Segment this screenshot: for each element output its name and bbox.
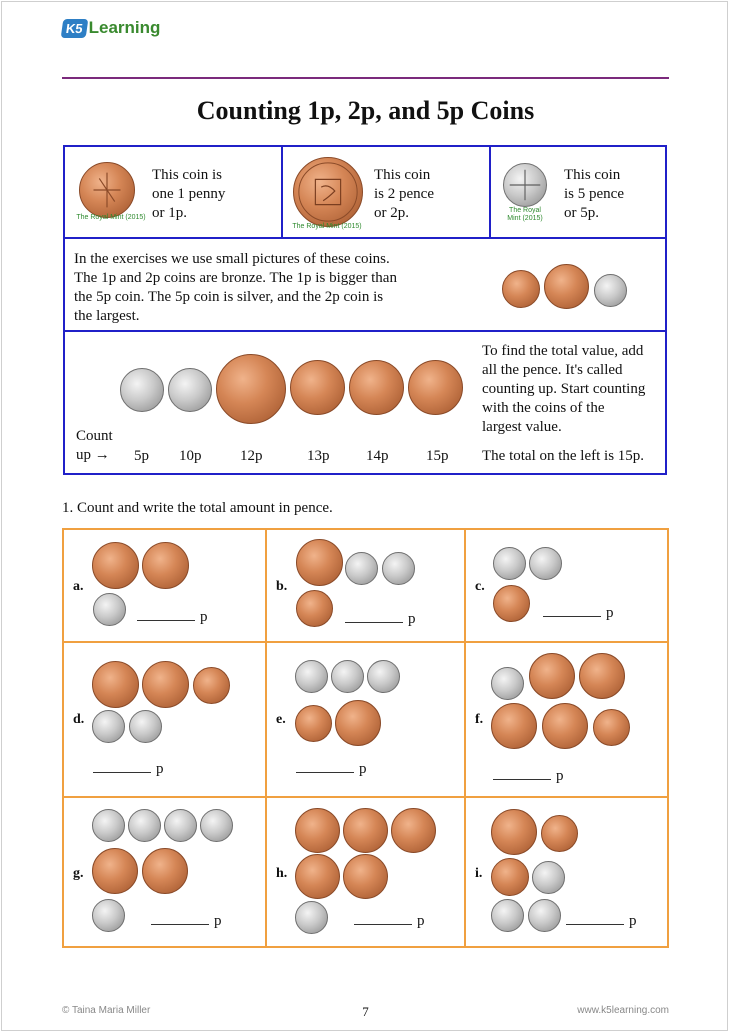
coin-2p-icon [293, 157, 363, 227]
small-2p-coin-icon [544, 264, 589, 309]
coin-5p-icon [93, 593, 126, 626]
exercise-h [267, 798, 464, 946]
small-5p-coin-icon [594, 274, 627, 307]
coin-5p-icon [295, 660, 328, 693]
exercise-c [466, 530, 667, 641]
coin-2p-icon [491, 703, 537, 749]
coin-5p-icon [528, 899, 561, 932]
exercise-i [466, 798, 667, 946]
logo-learning-text: Learning [88, 18, 161, 37]
exercise-a [64, 530, 265, 641]
coin-1p-icon [391, 808, 436, 853]
mint-label-5p: The Royal Mint (2015) [507, 207, 543, 222]
k5-learning-logo [62, 14, 160, 42]
coin-5p-icon [503, 163, 547, 207]
exercise-label: h. [276, 866, 288, 881]
total-text: The total on the left is 15p. [482, 448, 645, 464]
coin-2p-description: This coin is 2 pence or 2p. [374, 167, 434, 221]
count-value-1: 5p [134, 448, 149, 464]
counting-example-row [65, 332, 665, 473]
coin-5p-icon [92, 710, 125, 743]
example-1p-coin-3-icon [408, 360, 463, 415]
coin-5p-icon [128, 809, 161, 842]
answer-field[interactable]: p [354, 912, 425, 930]
answer-field[interactable]: p [151, 912, 222, 930]
coin-1p-icon [493, 585, 530, 622]
question-1-instructions: 1. Count and write the total amount in pence. [62, 500, 333, 516]
exercise-label: e. [276, 712, 286, 727]
coin-5p-icon [129, 710, 162, 743]
coin-5p-icon [295, 901, 328, 934]
coin-1p-icon [343, 808, 388, 853]
coin-2p-icon [92, 848, 138, 894]
answer-blank[interactable] [493, 767, 551, 780]
exercise-label: g. [73, 866, 84, 881]
info-box [63, 145, 667, 475]
exercise-g [64, 798, 265, 946]
answer-blank[interactable] [93, 760, 151, 773]
coin-2p-icon [335, 700, 381, 746]
small-1p-coin-icon [502, 270, 540, 308]
exercise-grid [62, 528, 669, 948]
exercise-f [466, 643, 667, 796]
coin-1p-icon [295, 808, 340, 853]
coin-1p-icon [193, 667, 230, 704]
coin-2p-icon [296, 539, 343, 586]
count-value-2: 10p [179, 448, 202, 464]
example-5p-coin-1-icon [120, 368, 164, 412]
coin-2p-icon [579, 653, 625, 699]
coin-1p-description: This coin is one 1 penny or 1p. [152, 167, 226, 221]
answer-field[interactable]: p [493, 767, 564, 785]
exercise-e [267, 643, 464, 796]
coin-1p-icon [541, 815, 578, 852]
answer-blank[interactable] [566, 912, 624, 925]
example-5p-coin-2-icon [168, 368, 212, 412]
coin-2p-icon [142, 542, 189, 589]
header-rule [62, 77, 669, 79]
answer-field[interactable]: p [345, 610, 416, 628]
answer-field[interactable]: p [137, 608, 208, 626]
info-cell-1p [65, 147, 283, 239]
coin-1p-icon [296, 590, 333, 627]
count-value-3: 12p [240, 448, 263, 464]
coin-2p-icon [542, 703, 588, 749]
coin-5p-icon [493, 547, 526, 580]
counting-explanation: To find the total value, add all the pence. It's called counting up. Start counting with the coins of the largest value. [482, 343, 646, 435]
example-1p-coin-2-icon [349, 360, 404, 415]
coin-5p-icon [529, 547, 562, 580]
count-value-4: 13p [307, 448, 330, 464]
coin-2p-icon [491, 809, 537, 855]
coin-1p-icon [79, 162, 135, 218]
count-value-5: 14p [366, 448, 389, 464]
info-description-row [65, 239, 665, 332]
coin-1p-icon [593, 709, 630, 746]
answer-field[interactable]: p [543, 604, 614, 622]
exercise-label: f. [475, 712, 484, 727]
footer-site-link[interactable]: www.k5learning.com [577, 1005, 669, 1016]
coin-5p-icon [164, 809, 197, 842]
info-cell-5p [491, 147, 667, 239]
coin-5p-icon [367, 660, 400, 693]
coin-5p-icon [345, 552, 378, 585]
answer-field[interactable]: p [93, 760, 164, 778]
example-2p-coin-icon [216, 354, 286, 424]
coin-5p-icon [200, 809, 233, 842]
answer-blank[interactable] [543, 604, 601, 617]
mint-label-1p: The Royal Mint (2015) [76, 214, 146, 221]
mint-label-2p: The Royal Mint (2015) [292, 223, 362, 230]
coin-2p-icon [92, 542, 139, 589]
coin-2p-icon [491, 858, 529, 896]
coin-size-description: In the exercises we use small pictures of these coins. The 1p and 2p coins are bronze. The 1p is bigger than the 5p coin. The 5p coin is silver, and the 2p coin is the largest. [74, 251, 397, 324]
answer-field[interactable]: p [566, 912, 637, 930]
coin-5p-icon [491, 899, 524, 932]
exercise-label: b. [276, 579, 288, 594]
coin-5p-icon [382, 552, 415, 585]
answer-blank[interactable] [354, 912, 412, 925]
coin-5p-description: This coin is 5 pence or 5p. [564, 167, 624, 221]
coin-1p-icon [295, 705, 332, 742]
coin-5p-icon [532, 861, 565, 894]
coin-2p-icon [529, 653, 575, 699]
count-value-6: 15p [426, 448, 449, 464]
coin-5p-icon [491, 667, 524, 700]
logo-k5-badge: K5 [61, 19, 88, 38]
coin-2p-icon [142, 661, 189, 708]
page-number: 7 [362, 1004, 369, 1019]
answer-blank[interactable] [151, 912, 209, 925]
example-1p-coin-1-icon [290, 360, 345, 415]
exercise-b [267, 530, 464, 641]
exercise-label: i. [475, 866, 483, 881]
coin-5p-icon [331, 660, 364, 693]
page-title: Counting 1p, 2p, and 5p Coins [196, 96, 535, 125]
answer-field[interactable]: p [296, 760, 367, 778]
coin-2p-icon [142, 848, 188, 894]
exercise-label: c. [475, 579, 485, 594]
footer-copyright: © Taina Maria Miller [62, 1005, 151, 1016]
answer-blank[interactable] [296, 760, 354, 773]
answer-blank[interactable] [345, 610, 403, 623]
coin-5p-icon [92, 809, 125, 842]
exercise-label: a. [73, 579, 84, 594]
coin-2p-icon [295, 854, 340, 899]
coin-2p-icon [343, 854, 388, 899]
count-up-label: Count up → [76, 428, 113, 463]
coin-2p-icon [92, 661, 139, 708]
exercise-label: d. [73, 712, 85, 727]
exercise-d [64, 643, 265, 796]
info-cell-2p [283, 147, 491, 239]
coin-5p-icon [92, 899, 125, 932]
answer-blank[interactable] [137, 608, 195, 621]
